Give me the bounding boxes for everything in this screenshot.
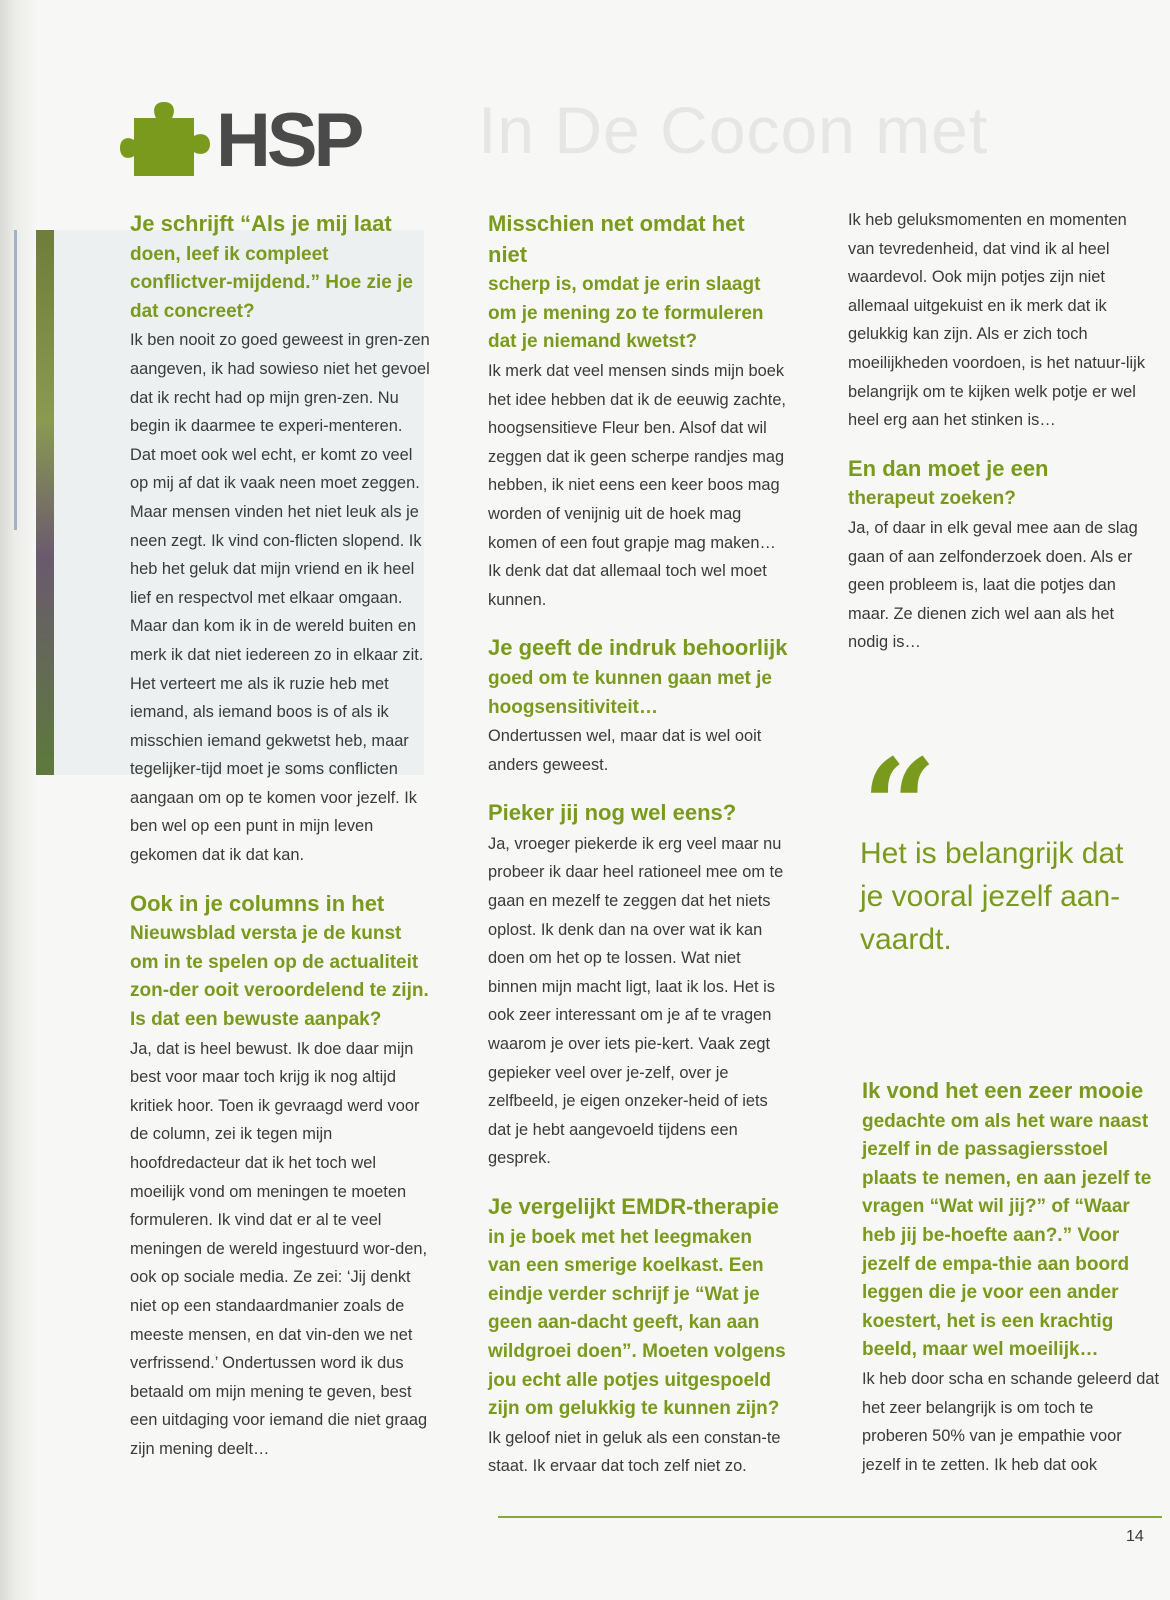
quote-mark-icon: “: [862, 730, 925, 883]
question-rest: doen, leef ik compleet conflictver-mijdend.” Hoe zie je dat concreet?: [130, 243, 413, 322]
question-rest: in je boek met het leegmaken van een smerige koelkast. Een eindje verder schrijf je “Wat je geen aan-dacht geeft, kan aan wildgroei doen”. Moeten volgens jou echt alle potjes uitgespoeld zijn om gelukkig te kunnen zijn?: [488, 1226, 786, 1420]
question: [130, 210, 430, 326]
question-rest: therapeut zoeken?: [848, 488, 1016, 510]
question-lead: Je schrijft “Als je mij laat: [130, 211, 392, 236]
show-through-title: In De Cocon met: [478, 93, 989, 167]
answer: Ja, dat is heel bewust. Ik doe daar mijn best voor maar toch krijg ik nog altijd kritiek hoor. Toen ik gevraagd werd voor de column, zei ik tegen mijn hoofdredacteur dat ik het toch wel moeilijk vond om meningen te moeten formuleren. Ik vind dat er al te veel meningen de wereld ingestuurd wor-den, ook op sociale media. Ze zei: ‘Jij denkt niet op een standaardmanier zoals de meeste mensen, en dat vin-den we net verfrissend.’ Ondertussen word ik dus betaald om mijn mening te geven, best een uitdaging voor iemand die niet graag zijn mening deelt…: [130, 1039, 428, 1458]
answer: Ja, of daar in elk geval mee aan de slag gaan of aan zelfonderzoek doen. Als er geen probleem is, laat die potjes dan maar. Ze dienen zich wel aan als het nodig is…: [848, 518, 1138, 652]
question-rest: goed om te kunnen gaan met je hoogsensitiviteit…: [488, 667, 772, 718]
answer: Ja, vroeger piekerde ik erg veel maar nu probeer ik daar heel rationeel mee om te gaan en mezelf te zeggen dat het niets oplost. Ik denk dan na over wat ik kan doen om het op te lossen. Wat niet binnen mijn macht ligt, laat ik los. Het is ook zeer interessant om je af te vragen waarom je over iets pie-kert. Vaak zegt gepieker veel over je-zelf, over je zelfbeeld, je eigen onzeker-heid of iets dat je hebt aangevoeld tijdens een gesprek.: [488, 834, 784, 1168]
puzzle-piece-icon: [120, 100, 212, 182]
question: [488, 210, 788, 357]
question-lead: En dan moet je een: [848, 455, 1049, 481]
column-2: [488, 210, 788, 1501]
column-3: [848, 206, 1148, 677]
answer: Ik heb door scha en schande geleerd dat het zeer belangrijk is om toch te proberen 50% van je empathie voor jezelf in te zetten. Ik heb dat ook: [862, 1369, 1160, 1474]
question-lead: Misschien net omdat het niet: [488, 211, 745, 267]
page-binding-edge: [0, 0, 38, 1600]
answer: Ik heb geluksmomenten en momenten van tevredenheid, dat vind ik al heel waardevol. Ook mijn potjes zijn niet allemaal uitgekuist en ik merk dat ik gelukkig kan zijn. Als er zich toch moeilijkheden voordoen, is het natuur-lijk belangrijk om te kijken welk potje er wel heel erg aan het stinken is…: [848, 211, 1146, 430]
question-lead: Pieker jij nog wel eens?: [488, 800, 737, 826]
pull-quote: Het is belangrijk dat je vooral jezelf aan-vaardt.: [860, 837, 1124, 956]
answer: Ik ben nooit zo goed geweest in gren-zen aangeven, ik had sowieso niet het gevoel dat ik recht had op mijn gren-zen. Nu begin ik daarmee te experi-menteren. Dat moet ook wel echt, er komt zo veel op mij af dat ik vaak neen moet zeggen. Maar mensen vinden het niet leuk als je neen zegt. Ik vind con-flicten slopend. Ik heb het geluk dat mijn vriend en ik heel lief en respectvol met elkaar omgaan. Maar dan kom ik in de wereld buiten en merk ik dat niet iedereen zo in elkaar zit. Het verteert me als ik ruzie heb met iemand, als iemand boos is of als ik misschien iemand gekwetst heb, maar tegelijker-tijd moet je soms conflicten aangaan om op te komen voor jezelf. Ik ben wel op een punt in mijn leven gekomen dat ik dat kan.: [130, 331, 430, 865]
photo-strip: [36, 230, 54, 775]
question-lead: Je vergelijkt EMDR-therapie: [488, 1194, 779, 1219]
question: [488, 634, 788, 722]
question-lead: Je geeft de indruk behoorlijk: [488, 635, 788, 661]
question-rest: Nieuwsblad versta je de kunst om in te spelen op de actualiteit zon-der ooit veroordelend te zijn. Is dat een bewuste aanpak?: [130, 923, 429, 1031]
question-lead: Ik vond het een zeer mooie: [862, 1078, 1144, 1103]
page-number: 14: [1126, 1528, 1144, 1545]
question-rest: gedachte om als het ware naast jezelf in de passagiersstoel plaats te nemen, en aan jezelf te vragen “Wat wil jij?” of “Waar heb jij be-hoefte aan?.” Voor jezelf de empa-thie aan boord leggen die je voor een ander koestert, het is een krachtig beeld, maar wel moeilijk…: [862, 1110, 1152, 1361]
answer: Ondertussen wel, maar dat is wel ooit anders geweest.: [488, 727, 762, 774]
hsp-logo: [120, 100, 360, 182]
question-rest: scherp is, omdat je erin slaagt om je mening zo te formuleren dat je niemand kwetst?: [488, 274, 764, 353]
question: [488, 1193, 788, 1424]
question-lead: Ook in je columns in het: [130, 890, 385, 916]
question: [488, 799, 788, 830]
column-1: [130, 210, 430, 1484]
question: [862, 1077, 1162, 1365]
answer: Ik geloof niet in geluk als een constan-te staat. Ik ervaar dat toch zelf niet zo.: [488, 1428, 781, 1476]
question: [130, 890, 430, 1035]
column-3-lower: [862, 1077, 1162, 1499]
footer-rule: [498, 1516, 1162, 1518]
answer: Ik merk dat veel mensen sinds mijn boek het idee hebben dat ik de eeuwig zachte, hoogsensitieve Fleur ben. Alsof dat wil zeggen dat ik geen scherpe randjes mag hebben, ik niet eens een keer boos mag worden of venijnig uit de hoek mag komen of een fout grapje mag maken… Ik denk dat dat allemaal toch wel moet kunnen.: [488, 361, 786, 609]
logo-text: HSP: [216, 98, 361, 183]
question: [848, 455, 1148, 514]
